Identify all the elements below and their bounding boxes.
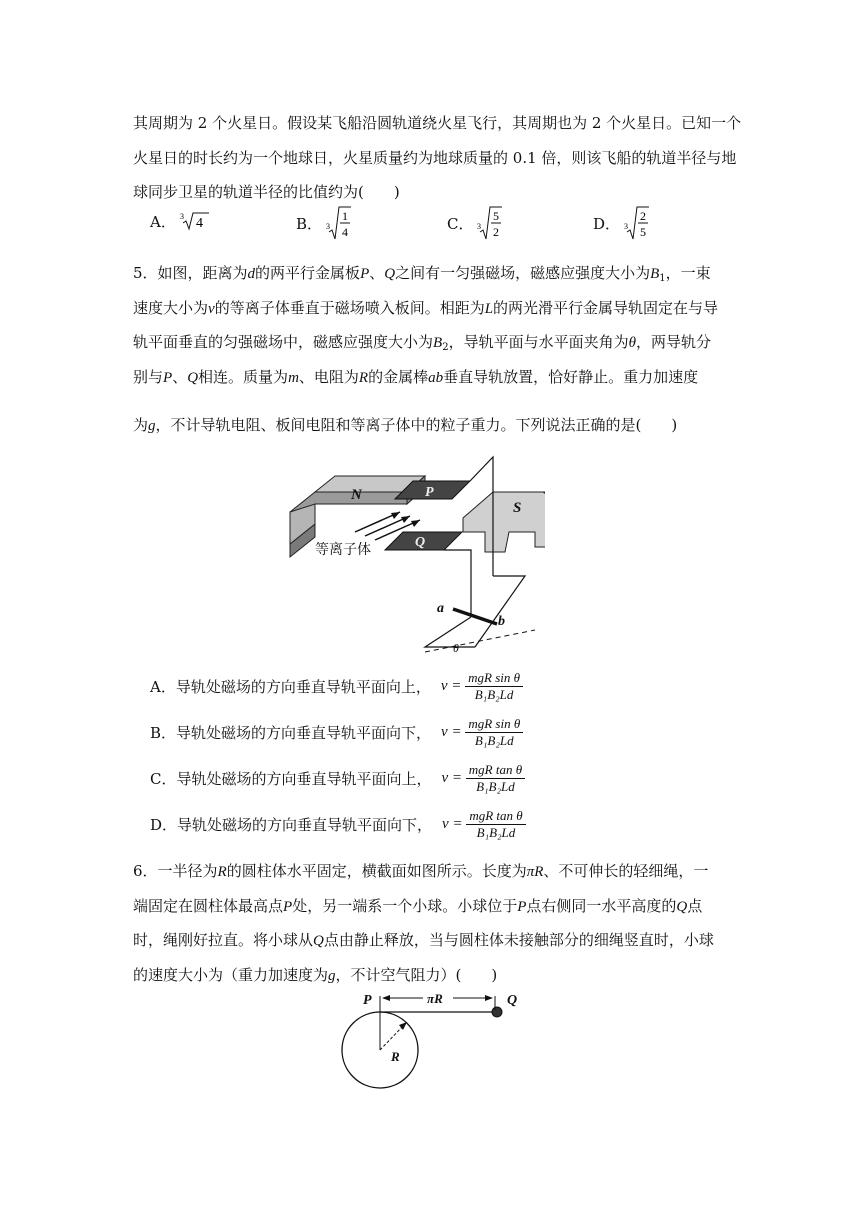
q5-option-c-formula: v = $\frac{\text{mgR tan θ}}{\text{B₁B₂Ld}}$ [441,762,525,795]
svg-text:5: 5 [640,225,647,239]
q5-line-5: 为g，不计导轨电阻、板间电阻和等离子体中的粒子重力。下列说法正确的是( ) [133,416,678,434]
svg-text:S: S [513,500,522,516]
q5-option-b-formula: v = $\frac{\text{mgR sin θ}}{\text{B₁B₂Ld}}$ [441,716,523,749]
q4-line-1: 其周期为 2 个火星日。假设某飞船沿圆轨道绕火星飞行，其周期也为 2 个火星日。已知一个 [133,114,742,132]
q6-line-2: 端固定在圆柱体最高点P处，另一端系一个小球。小球位于P点右侧同一水平高度的Q点 [133,897,703,915]
q5-option-a: A．导轨处磁场的方向垂直导轨平面向上， v = $\frac{\text{mgR sin θ}}{\text{B₁B₂Ld}}$ [150,670,523,703]
svg-text:a: a [437,601,444,616]
svg-text:πR: πR [427,991,443,1006]
q5-line-1: 5．如图，距离为d的两平行金属板P、Q之间有一匀强磁场，磁感应强度大小为$B_1$，一束 [133,264,711,284]
cube-root-fraction [477,205,503,241]
q4-option-c: C． 3 5 2 [447,205,503,241]
q6-line-1: 6．一半径为R的圆柱体水平固定，横截面如图所示。长度为πR、不可伸长的轻细绳，一 [133,862,709,880]
svg-text:Q: Q [415,535,426,550]
cube-root-fraction [326,205,352,241]
cube-root-fraction [624,205,650,241]
cube-root-expression [180,210,210,232]
svg-text:4: 4 [195,216,203,231]
svg-text:2: 2 [640,209,647,223]
q4-line-2: 火星日的时长约为一个地球日，火星质量约为地球质量的 0.1 倍，则该飞船的轨道半径与地 [133,149,737,167]
svg-text:Q: Q [507,993,518,1008]
svg-text:等离子体: 等离子体 [315,543,371,558]
svg-text:3: 3 [326,222,331,231]
q5-option-c: C．导轨处磁场的方向垂直导轨平面向上， v = $\frac{\text{mgR tan θ}}{\text{B₁B₂Ld}}$ [150,762,525,795]
q5-option-d-formula: v = $\frac{\text{mgR tan θ}}{\text{B₁B₂Ld}}$ [442,808,526,841]
svg-text:N: N [351,487,362,503]
svg-text:R: R [391,1049,400,1064]
q5-line-3: 轨平面垂直的匀强磁场中，磁感应强度大小为$B_2$，导轨平面与水平面夹角为θ，两导轨分 [133,333,711,353]
svg-text:3: 3 [624,222,629,231]
q4-option-a: A． 3 4 [150,210,210,232]
q4-option-d: D． 3 2 5 [593,205,650,241]
svg-text:θ: θ [453,641,459,655]
q5-line-4: 别与P、Q相连。质量为m、电阻为R的金属棒ab垂直导轨放置，恰好静止。重力加速度 [133,368,699,386]
q5-option-b: B．导轨处磁场的方向垂直导轨平面向下， v = $\frac{\text{mgR sin θ}}{\text{B₁B₂Ld}}$ [150,716,523,749]
q5-figure-magnetohydrodynamic-generator [285,452,545,662]
q5-option-a-formula: v = $\frac{\text{mgR sin θ}}{\text{B₁B₂Ld}}$ [441,670,523,703]
svg-text:3: 3 [477,222,482,231]
svg-text:b: b [498,614,505,629]
svg-text:P: P [363,993,372,1008]
svg-text:4: 4 [342,225,349,239]
q6-line-4: 的速度大小为（重力加速度为g，不计空气阻力）( ) [133,966,498,984]
svg-text:2: 2 [493,225,500,239]
q4-option-b: B． 3 1 4 [296,205,352,241]
svg-text:P: P [425,485,434,500]
svg-text:5: 5 [493,209,500,223]
q6-line-3: 时，绳刚好拉直。将小球从Q点由静止释放，当与圆柱体未接触部分的细绳竖直时，小球 [133,931,714,949]
svg-text:1: 1 [342,209,349,223]
q4-line-3: 球同步卫星的轨道半径的比值约为( ) [133,183,400,201]
q5-option-d: D．导轨处磁场的方向垂直导轨平面向下， v = $\frac{\text{mgR tan θ}}{\text{B₁B₂Ld}}$ [150,808,526,841]
q5-line-2: 速度大小为v的等离子体垂直于磁场喷入板间。相距为L的两光滑平行金属导轨固定在与导 [133,299,719,317]
svg-text:3: 3 [179,212,184,221]
q6-figure-cylinder-rope [335,988,535,1098]
